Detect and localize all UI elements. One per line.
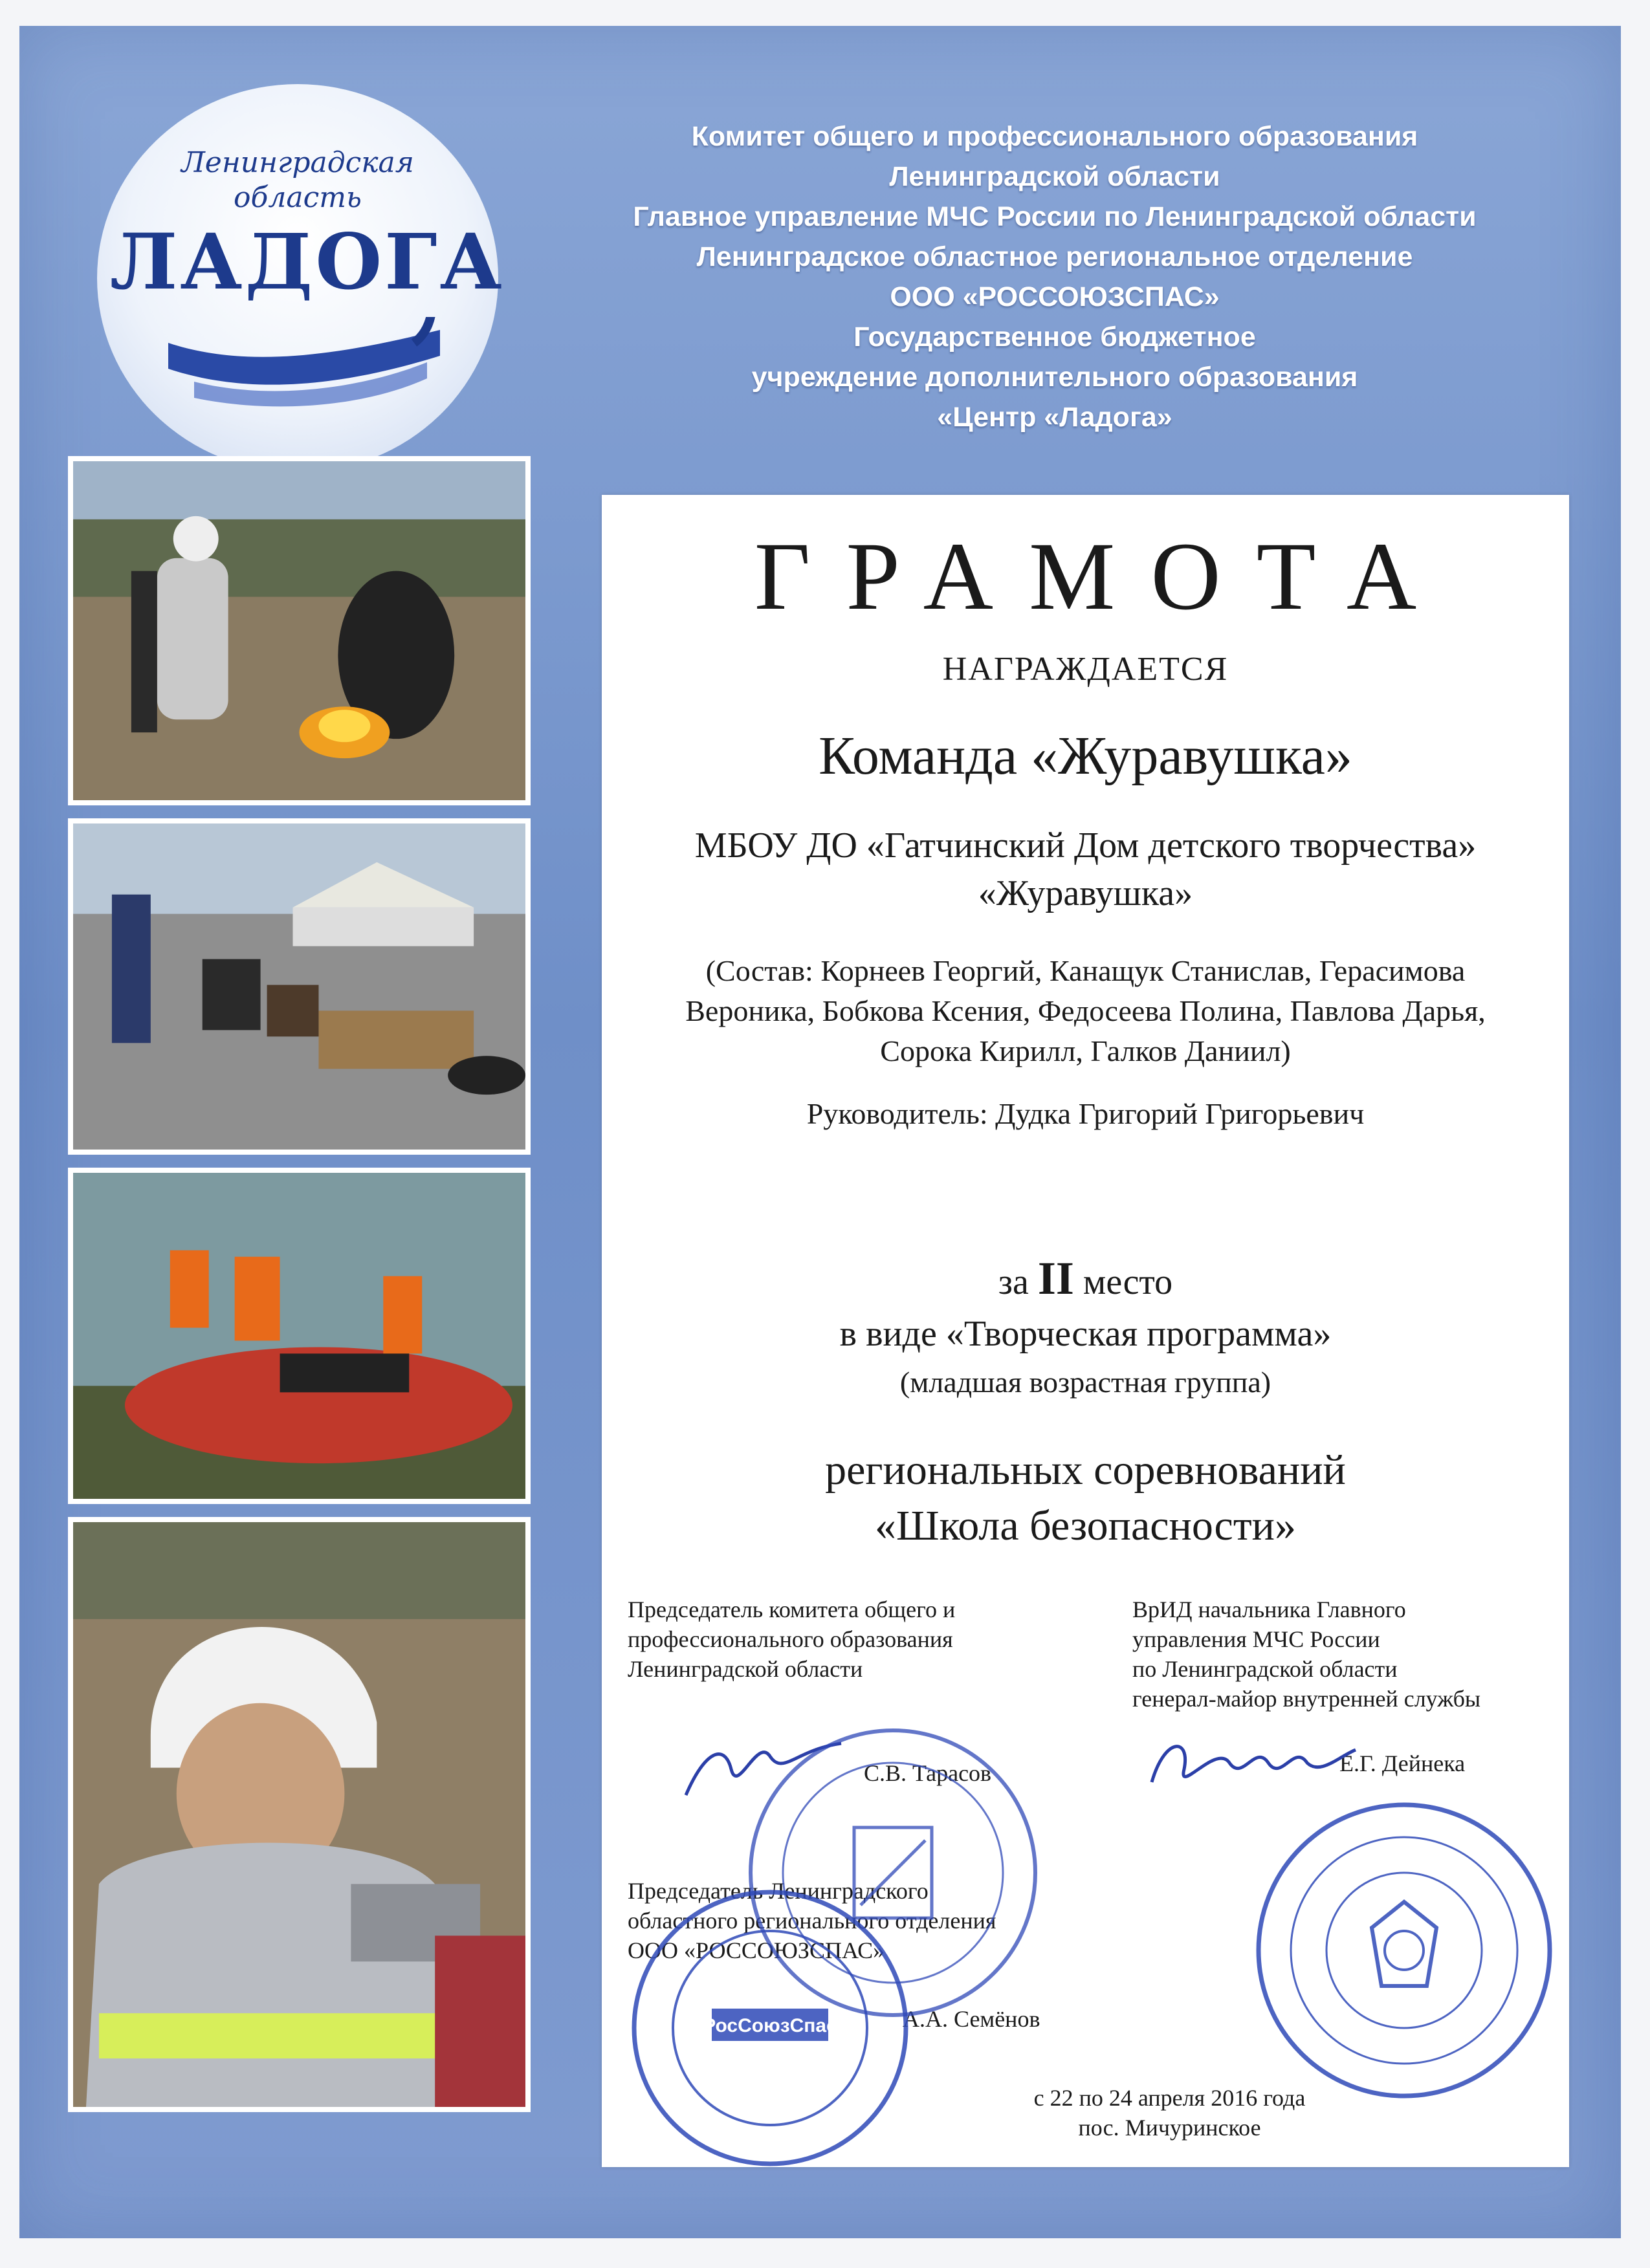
ladoga-logo: [97, 84, 505, 472]
photo-rescue-training: [68, 818, 531, 1155]
event-date: с 22 по 24 апреля 2016 года: [1033, 2085, 1306, 2111]
signatory-right1-title: [1132, 1595, 1480, 1714]
members-line3: Сорока Кирилл, Галков Даниил): [880, 1034, 1291, 1067]
signatory-line: областного регионального отделения: [628, 1908, 996, 1934]
photo-child-fire-helmet: [68, 1517, 531, 2112]
organization-line1: МБОУ ДО «Гатчинский Дом детского творчества»: [694, 825, 1477, 866]
photo-firefighter-extinguisher: [68, 456, 531, 805]
logo-name: ЛАДОГА: [110, 217, 505, 307]
signatory-line: генерал-майор внутренней службы: [1132, 1686, 1481, 1712]
place-suffix: место: [1073, 1262, 1173, 1302]
rossoyuzspas-stamp-label: РосСоюзСпас: [703, 2015, 837, 2036]
logo-region-line2: область: [234, 181, 362, 214]
organization-line2: «Журавушка»: [978, 873, 1193, 913]
header-line: Государственное бюджетное: [853, 322, 1256, 353]
signatory-left2-name: А.А. Семёнов: [903, 2006, 1040, 2032]
competition-name: [602, 1443, 1569, 1554]
event-dates: [770, 2083, 1569, 2143]
signatory-line: ООО «РОССОЮЗСПАС»: [628, 1937, 885, 1963]
logo-region-line1: Ленинградская: [181, 146, 414, 179]
emercom-stamp-icon: [1252, 1798, 1556, 2102]
header-line: Главное управление МЧС России по Ленинградской области: [633, 201, 1477, 232]
team-leader: Руководитель: Дудка Григорий Григорьевич: [806, 1097, 1365, 1130]
signatory-line: управления МЧС России: [1132, 1626, 1380, 1652]
handwritten-signature-icon: [1145, 1724, 1359, 1802]
competition-kind: в виде «Творческая программа»: [839, 1314, 1332, 1354]
event-place: пос. Мичуринское: [1078, 2115, 1261, 2141]
blue-frame: [19, 26, 1621, 2238]
header-line: Комитет общего и профессионального образования: [691, 121, 1418, 152]
competition-line2: «Школа безопасности»: [875, 1502, 1296, 1549]
certificate-title: ГРАМОТА: [754, 523, 1453, 630]
boat-wave-icon: [168, 317, 440, 414]
team-name: Команда «Журавушка»: [819, 726, 1352, 786]
age-group: (младшая возрастная группа): [899, 1366, 1271, 1399]
signatory-line: Председатель комитета общего и: [628, 1597, 956, 1622]
awarded-label: НАГРАЖДАЕТСЯ: [942, 651, 1229, 688]
signatory-left1-name: С.В. Тарасов: [864, 1760, 992, 1786]
photo-water-rescue: [68, 1168, 531, 1504]
header-line: «Центр «Ладога»: [937, 402, 1172, 433]
issuers-header: [511, 116, 1598, 437]
competition-line1: региональных соревнований: [825, 1446, 1346, 1494]
place-prefix: за: [998, 1262, 1038, 1302]
signatory-right1-name: Е.Г. Дейнека: [1339, 1750, 1466, 1776]
signatory-left1-title: [628, 1595, 955, 1684]
signatory-line: ВрИД начальника Главного: [1132, 1597, 1406, 1622]
team-members: [602, 951, 1569, 1071]
logo-region: [97, 146, 498, 215]
place-line: [602, 1252, 1569, 1305]
members-line2: Вероника, Бобкова Ксения, Федосеева Полина, Павлова Дарья,: [685, 994, 1486, 1027]
certificate-panel: [602, 495, 1569, 2167]
signatory-line: Председатель Ленинградского: [628, 1878, 929, 1904]
header-line: Ленинградской области: [889, 161, 1220, 192]
organization: [602, 822, 1569, 917]
header-line: учреждение дополнительного образования: [751, 362, 1358, 393]
members-line1: (Состав: Корнеев Георгий, Канащук Станислав, Герасимова: [705, 954, 1466, 987]
signatory-line: профессионального образования: [628, 1626, 953, 1652]
header-line: Ленинградское областное региональное отделение: [696, 241, 1413, 272]
header-line: ООО «РОССОЮЗСПАС»: [890, 281, 1220, 312]
signatory-line: по Ленинградской области: [1132, 1656, 1398, 1682]
place-number: II: [1037, 1252, 1074, 1304]
signatory-line: Ленинградской области: [628, 1656, 863, 1682]
